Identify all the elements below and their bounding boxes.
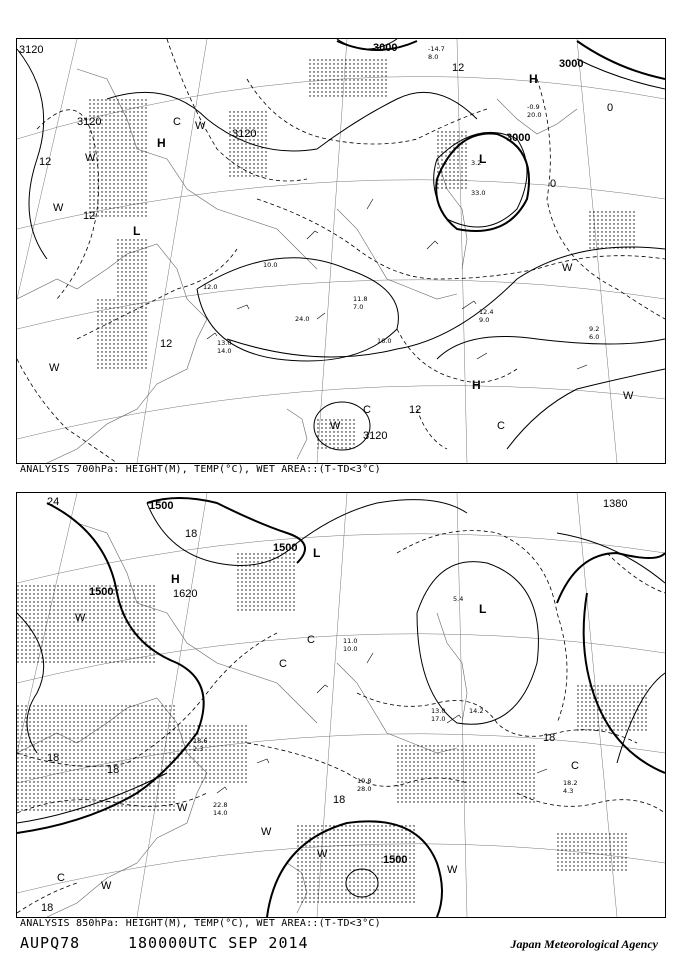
warm-symbol: W — [562, 262, 573, 274]
station-value: 6.0 — [589, 333, 600, 341]
temp-label: 12 — [409, 404, 422, 416]
cold-symbol: C — [173, 116, 181, 128]
temp-label: 18 — [41, 902, 54, 914]
warm-symbol: W — [447, 864, 458, 876]
warm-symbol: W — [330, 420, 341, 432]
station-value: 12.0 — [203, 283, 218, 291]
station-value: 5.4 — [453, 595, 464, 603]
temp-label: 12 — [39, 156, 52, 168]
chart-700hpa — [17, 39, 665, 463]
temp-label: 18 — [47, 752, 60, 764]
warm-symbol: W — [317, 848, 328, 860]
agency-name: Japan Meteorological Agency — [510, 937, 658, 951]
station-value: 14.0 — [213, 809, 228, 817]
map-panel-700hpa — [16, 38, 666, 464]
warm-symbol: W — [261, 826, 272, 838]
temp-label: 12 — [83, 210, 96, 222]
station-value: 8.0 — [428, 53, 439, 61]
cold-symbol: C — [279, 658, 287, 670]
station-value: 13.0 — [217, 339, 232, 347]
temp-label: 18 — [107, 764, 120, 776]
valid-time: 180000UTC SEP 2014 — [128, 934, 309, 952]
height-label: 1500 — [383, 854, 408, 866]
height-label: 3120 — [77, 116, 102, 128]
warm-symbol: W — [53, 202, 64, 214]
temp-label: 12 — [452, 62, 465, 74]
panel-caption-850hpa: ANALYSIS 850hPa: HEIGHT(M), TEMP(°C), WET AREA::(T-TD<3°C) — [20, 918, 381, 929]
warm-symbol: W — [101, 880, 112, 892]
height-label: 3120 — [363, 430, 388, 442]
station-value: 10.0 — [343, 645, 358, 653]
station-value: 9.2 — [589, 325, 600, 333]
high-pressure-center: H — [529, 72, 538, 86]
cold-symbol: C — [307, 634, 315, 646]
warm-symbol: W — [85, 152, 96, 164]
station-value: 14.0 — [217, 347, 232, 355]
low-pressure-center: L — [313, 546, 321, 560]
warm-symbol: W — [177, 802, 188, 814]
low-pressure-center: L — [479, 152, 487, 166]
product-code: AUPQ78 — [20, 934, 81, 952]
panel-caption-700hpa: ANALYSIS 700hPa: HEIGHT(M), TEMP(°C), WET AREA::(T-TD<3°C) — [20, 464, 381, 475]
height-label: 1500 — [149, 500, 174, 512]
station-value: 18.6 — [193, 737, 208, 745]
temp-label: 12 — [160, 338, 173, 350]
height-label: 3000 — [559, 58, 584, 70]
station-value: 22.8 — [213, 801, 228, 809]
height-label: 1500 — [89, 586, 114, 598]
temp-label: 24 — [47, 496, 60, 508]
station-value: 18.2 — [563, 779, 578, 787]
height-label: 1380 — [603, 498, 628, 510]
warm-symbol: W — [75, 612, 86, 624]
station-value: 11.8 — [353, 295, 368, 303]
height-label: 3120 — [232, 128, 257, 140]
station-value: 33.0 — [471, 189, 486, 197]
map-panel-850hpa — [16, 492, 666, 918]
cold-symbol: C — [497, 420, 505, 432]
warm-symbol: W — [623, 390, 634, 402]
temp-label: 0 — [550, 178, 557, 190]
chart-850hpa — [17, 493, 665, 917]
station-value: 28.0 — [357, 785, 372, 793]
station-value: 14.2 — [469, 707, 484, 715]
station-value: 12.4 — [479, 308, 494, 316]
station-value: 24.0 — [295, 315, 310, 323]
station-value: 16.0 — [377, 337, 392, 345]
station-value: -0.9 — [527, 103, 540, 111]
temp-label: 18 — [333, 794, 346, 806]
height-label: 3000 — [506, 132, 531, 144]
cold-symbol: C — [363, 404, 371, 416]
high-pressure-center: H — [472, 378, 481, 392]
warm-symbol: W — [195, 120, 206, 132]
height-label: 1500 — [273, 542, 298, 554]
high-pressure-center: H — [157, 136, 166, 150]
station-value: 20.0 — [527, 111, 542, 119]
station-value: 17.0 — [431, 715, 446, 723]
station-value: 7.0 — [353, 303, 364, 311]
station-value: 3.2 — [471, 159, 482, 167]
high-pressure-center: H — [171, 572, 180, 586]
station-value: -14.7 — [428, 45, 445, 53]
station-value: 11.0 — [343, 637, 358, 645]
wet-areas — [87, 59, 637, 449]
low-pressure-center: L — [479, 602, 487, 616]
low-pressure-center: L — [133, 224, 141, 238]
temp-label: 18 — [185, 528, 198, 540]
station-value: 19.8 — [357, 777, 372, 785]
wet-areas — [17, 553, 647, 903]
temp-label: 0 — [607, 102, 614, 114]
station-value: 10.0 — [263, 261, 278, 269]
station-value: 9.0 — [479, 316, 490, 324]
height-label: 3000 — [373, 42, 398, 54]
station-value: 13.0 — [431, 707, 446, 715]
cold-symbol: C — [571, 760, 579, 772]
temp-label: 18 — [543, 732, 556, 744]
height-label: 1620 — [173, 588, 198, 600]
station-value: 4.3 — [563, 787, 574, 795]
cold-symbol: C — [57, 872, 65, 884]
height-label: 3120 — [19, 44, 44, 56]
station-value: 2.3 — [193, 745, 204, 753]
warm-symbol: W — [49, 362, 60, 374]
